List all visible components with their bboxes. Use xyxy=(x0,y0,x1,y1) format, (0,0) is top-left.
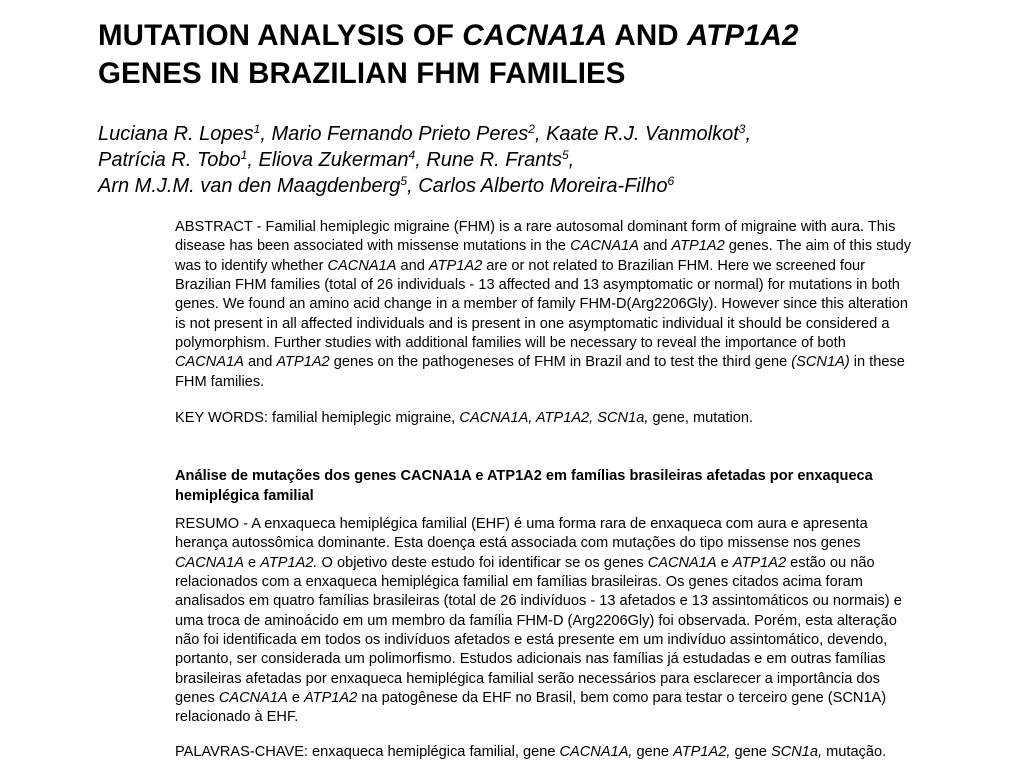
portuguese-title: Análise de mutações dos genes CACNA1A e ATP1A2 em famílias brasileiras afetadas por enxaqueca hemiplégica familial xyxy=(175,468,873,504)
article-title xyxy=(98,17,978,93)
author-name: Luciana R. Lopes xyxy=(98,123,254,145)
author-affiliation: 1 xyxy=(240,148,248,162)
author-name: Kaate R.J. Vanmolkot xyxy=(546,123,739,145)
author-affiliation: 5 xyxy=(561,148,569,162)
gene-name: ATP1A2, xyxy=(673,744,731,760)
author-affiliation: 2 xyxy=(528,122,535,136)
author-name: Carlos Alberto Moreira-Filho xyxy=(418,175,668,197)
author-list: Luciana R. Lopes$^1$, Mario Fernando Prieto Peres$^2$, Kaate R.J. Vanmolkot$^3$, Patrícia R. Tobo$^1$, Eliova Zukerman$^4$, Rune R. Frants$^5$, Arn M.J.M. van den Maagdenberg$^5$, Carlos Alberto Moreira-Filho$^6$ xyxy=(98,122,752,197)
palavras-chave: PALAVRAS-CHAVE: enxaqueca hemiplégica familial, gene CACNA1A, gene ATP1A2, gene SCN1a, mutação. xyxy=(175,744,887,760)
gene-name: CACNA1A xyxy=(218,690,288,707)
author-affiliation: 3 xyxy=(738,122,746,136)
gene-name: ATP1A2 xyxy=(732,554,787,571)
gene-name: CACNA1A xyxy=(175,354,244,371)
gene-name: ATP1A2 xyxy=(304,690,358,707)
gene-name: CACNA1A, ATP1A2, SCN1a, xyxy=(459,410,649,426)
abstract-paragraph: ABSTRACT - Familial hemiplegic migraine (FHM) is a rare autosomal dominant form of migraine with aura. This disease has been associated with missense mutations in the CACNA1A and ATP1A2 genes. The aim of this study was to identify whether CACNA1A and ATP1A2 are or not related to Brazilian FHM. Here we screened four Brazilian FHM families (total of 26 individuals - 13 affected and 13 asymptomatic or normal) for mutations in both genes. We found an amino acid change in a member of family FHM-D(Arg2206Gly). However since this alteration is not present in all affected individuals and is present in one asymptomatic individual it should be considered a polymorphism. Further studies with additional families will be necessary to reveal the importance of both CACNA1A and ATP1A2 genes on the pathogeneses of FHM in Brazil and to test the third gene (SCN1A) in these FHM families. xyxy=(175,219,912,390)
title-text: MUTATION ANALYSIS OF xyxy=(98,19,463,52)
gene-name: CACNA1A xyxy=(570,238,640,255)
author-affiliation: 1 xyxy=(253,122,261,136)
author-name: Patrícia R. Tobo xyxy=(98,149,241,171)
gene-name: CACNA1A, xyxy=(559,744,633,760)
gene-name: ATP1A2 xyxy=(428,257,483,274)
gene-name: ATP1A2. xyxy=(260,554,318,571)
title-text: GENES IN BRAZILIAN FHM FAMILIES xyxy=(98,57,626,90)
author-name: Mario Fernando Prieto Peres xyxy=(271,123,529,145)
author-name: Eliova Zukerman xyxy=(258,149,409,171)
author-name: Arn M.J.M. van den Maagdenberg xyxy=(98,175,401,197)
author-affiliation: 6 xyxy=(667,174,675,188)
gene-name: ATP1A2 xyxy=(671,238,725,255)
gene-name: (SCN1A) xyxy=(791,354,850,371)
gene-name: CACNA1A xyxy=(327,257,397,274)
title-gene-atp1a2: ATP1A2 xyxy=(686,19,799,52)
keywords: KEY WORDS: familial hemiplegic migraine, CACNA1A, ATP1A2, SCN1a, gene, mutation. xyxy=(175,410,754,426)
title-gene-cacna1a: CACNA1A xyxy=(462,19,608,52)
gene-name: CACNA1A xyxy=(647,554,717,571)
author-affiliation: 4 xyxy=(408,148,416,162)
title-text: AND xyxy=(607,19,687,52)
author-name: Rune R. Frants xyxy=(426,149,562,171)
author-affiliation: 5 xyxy=(400,174,408,188)
gene-name: ATP1A2 xyxy=(276,354,330,371)
resumo-paragraph: RESUMO - A enxaqueca hemiplégica familial (EHF) é uma forma rara de enxaqueca com aura e apresenta herança autossômica dominante. Esta doença está associada com mutações do tipo missense nos genes CACNA1A e ATP1A2. O objetivo deste estudo foi identificar se os genes CACNA1A e ATP1A2 estão ou não relacionados com a enxaqueca hemiplégica familial em famílias brasileiras. Os genes citados acima foram analisados em quatro famílias brasileiras (total de 26 indivíduos - 13 afetados e 13 assintomáticos ou normais) e uma troca de aminoácido em um membro da família FHM-D (Arg2206Gly) foi observada. Porém, esta alteração não foi identificada em todos os indivíduos afetados e está presente em um indivíduo assintomático, devendo, portanto, ser considerada um polimorfismo. Estudos adicionais nas famílias já estudadas e em outras famílias brasileiras afetadas por enxaqueca hemiplégica familial serão necessários para esclarecer a importância dos genes CACNA1A e ATP1A2 na patogênese da EHF no Brasil, bem como para testar o terceiro gene (SCN1A) relacionado à EHF. xyxy=(175,516,902,726)
gene-name: CACNA1A xyxy=(175,554,244,571)
gene-name: SCN1a, xyxy=(770,744,823,760)
